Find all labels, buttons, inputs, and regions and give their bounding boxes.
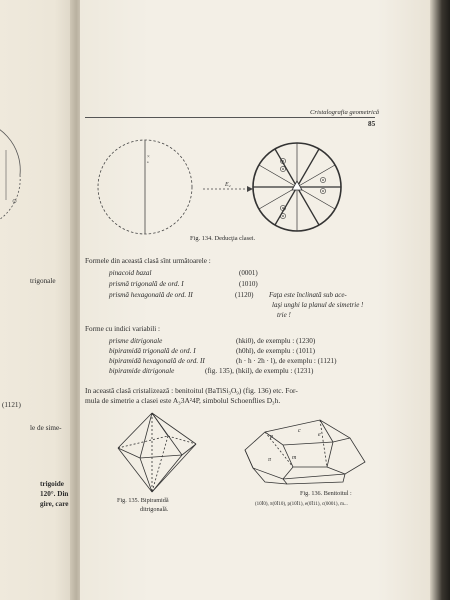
form-name: prisme ditrigonale	[109, 337, 163, 345]
fig134-right-circle	[253, 143, 341, 231]
fig135-caption: Fig. 135. Bipiramidă	[117, 497, 169, 504]
left-page-line: (1121)	[2, 401, 21, 409]
form-detail: (h · h · 2h · l), de exemplu : (1121)	[236, 357, 337, 365]
left-page-line: trigoide	[40, 480, 64, 488]
left-page-circle-fragment	[0, 0, 78, 600]
running-header: Cristalografia geometrică	[310, 109, 380, 116]
fig136-label: p	[270, 434, 273, 440]
form-detail: (hki0), de exemplu : (1230)	[236, 337, 316, 345]
fig136-label: m	[292, 455, 297, 461]
svg-text:•: •	[147, 161, 149, 166]
fig134-diagram	[85, 132, 385, 242]
fig135-bipyramid	[110, 408, 210, 498]
form-name: bipiramide ditrigonale	[109, 367, 175, 375]
header-rule	[85, 117, 375, 118]
fig135-caption: ditrigonală.	[140, 506, 169, 513]
form-code: (0001)	[239, 269, 258, 277]
left-page-line: trigonale	[30, 277, 56, 285]
form-code: (1010)	[239, 280, 258, 288]
form-name: prismă hexagonală de ord. II	[109, 291, 193, 299]
fig136-benitoite	[235, 412, 375, 492]
paragraph-line: In această clasă cristalizează : benitoitul (BaTiSi₃O₉) (fig. 136) etc. For-	[85, 386, 298, 395]
fig134-left-circle	[98, 140, 192, 234]
form-detail: (h0hl), de exemplu : (1011)	[236, 347, 315, 355]
paragraph-line: mula de simetrie a clasei este A₃3A²4P, simbolul Schoenflies D₃h.	[85, 396, 281, 405]
form-code: (1120)	[235, 291, 254, 299]
left-page	[0, 0, 78, 600]
page-number: 85	[368, 120, 376, 128]
left-page-line: le de sime-	[30, 424, 62, 432]
variable-forms-intro: Forme cu indici variabili :	[85, 325, 161, 333]
face-note: laşi unghi la planul de simetrie !	[272, 301, 364, 309]
form-name: bipiramidă hexagonală de ord. II	[109, 357, 205, 365]
face-note: trie !	[277, 311, 291, 319]
svg-text:⊙: ⊙	[12, 199, 18, 205]
forms-intro: Formele din această clasă sînt următoarele :	[85, 257, 211, 265]
book-page	[80, 0, 430, 600]
face-note: Faţa este înclinată sub ace-	[269, 291, 347, 299]
left-page-line: gire, care	[40, 500, 69, 508]
page-edge-shadow	[430, 0, 450, 600]
fig136-label: π	[268, 457, 272, 463]
form-detail: (fig. 135), (hkil), de exemplu : (1231)	[205, 367, 314, 375]
form-name: pinacoid bazal	[109, 269, 152, 277]
fig136-subcaption: (10Ī0), π(0Ī10), p(10Ī1), e(0Ī11), c(0001), m...	[255, 502, 348, 507]
left-page-line: 120°. Din	[40, 490, 69, 498]
form-name: bipiramidă trigonală de ord. I	[109, 347, 196, 355]
fig136-caption: Fig. 136. Benitoitul :	[300, 490, 352, 497]
form-name: prismă trigonală de ord. I	[109, 280, 184, 288]
fig134-arrow-label: E₂	[225, 182, 231, 188]
fig134-caption: Fig. 134. Deducţia clasei.	[190, 235, 256, 242]
fig136-label: e	[318, 432, 321, 438]
fig136-label: c	[298, 428, 301, 434]
svg-text:×: ×	[147, 155, 150, 160]
